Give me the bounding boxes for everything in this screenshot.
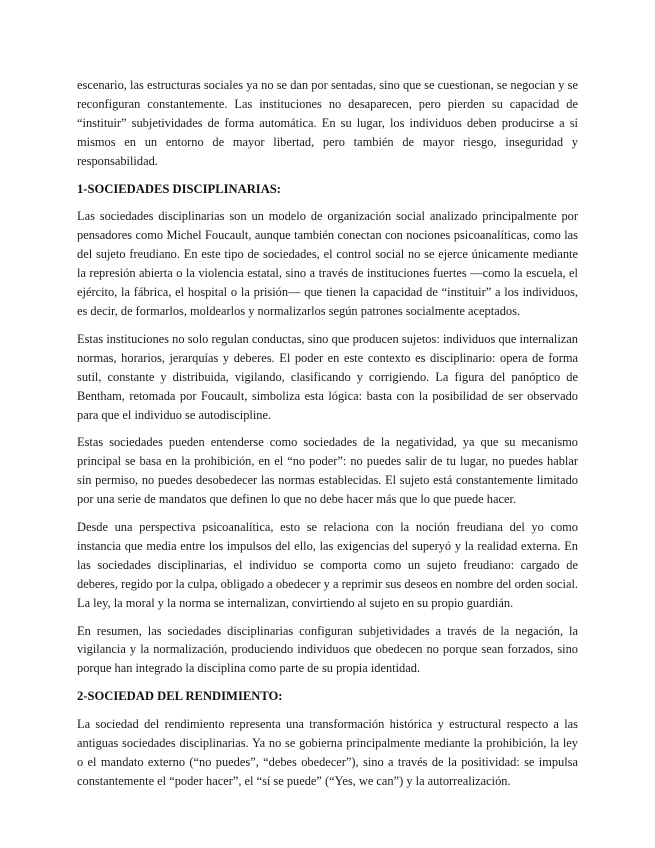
document-page — [77, 76, 578, 800]
intro-paragraph: escenario, las estructuras sociales ya no se dan por sentadas, sino que se cuestionan, se negocian y se reconfiguran constantemente. Las instituciones no desaparecen, pero pierden su capacidad de “instituir” subjetividades de forma automática. En su lugar, los individuos deben producirse a sí mismos en un entorno de mayor libertad, pero también de mayor riesgo, inseguridad y responsabilidad. — [77, 78, 578, 168]
paragraph: En resumen, las sociedades disciplinarias configuran subjetividades a través de la negación, la vigilancia y la normalización, produciendo individuos que obedecen no porque sean forzados, sino porque han integrado la disciplina como parte de su propia identidad. — [77, 623, 578, 676]
section-heading-sociedades-disciplinarias: 1-SOCIEDADES DISCIPLINARIAS: — [77, 181, 281, 196]
paragraph: La sociedad del rendimiento representa una transformación histórica y estructural respecto a las antiguas sociedades disciplinarias. Ya no se gobierna principalmente mediante la prohibición, la ley o el mandato externo (“no puedes”, “debes obedecer”), sino a través de la positividad: se impulsa constantemente el “poder hacer”, el “sí se puede” (“Yes, we can”) y la autorrealización. — [77, 717, 578, 788]
paragraph: Las sociedades disciplinarias son un modelo de organización social analizado principalmente por pensadores como Michel Foucault, aunque también conectan con nociones psicoanalíticas, como las del sujeto freudiano. En este tipo de sociedades, el control social no se ejerce únicamente mediante la represión abierta o la violencia estatal, sino a través de instituciones fuertes —como la escuela, el ejército, la fábrica, el hospital o la prisión— que tienen la capacidad de “instituir” a los individuos, es decir, de formarlos, moldearlos y normalizarlos según patrones socialmente aceptados. — [77, 209, 578, 318]
paragraph: Estas sociedades pueden entenderse como sociedades de la negatividad, ya que su mecanismo principal se basa en la prohibición, en el “no poder”: no puedes salir de tu lugar, no puedes hablar sin permiso, no puedes desobedecer las normas establecidas. El sujeto está constantemente limitado por una serie de mandatos que definen lo que no debe hacer más que lo que puede hacer. — [77, 435, 578, 507]
section-heading-sociedad-del-rendimiento: 2-SOCIEDAD DEL RENDIMIENTO: — [77, 689, 283, 704]
paragraph: Desde una perspectiva psicoanalítica, esto se relaciona con la noción freudiana del yo como instancia que media entre los impulsos del ello, las exigencias del superyó y la realidad externa. En las sociedades disciplinarias, el individuo se comporta como un sujeto freudiano: cargado de deberes, regido por la culpa, obligado a obedecer y a reprimir sus deseos en nombre del orden social. La ley, la moral y la norma se internalizan, convirtiendo al sujeto en su propio guardián. — [77, 520, 578, 610]
paragraph: Estas instituciones no solo regulan conductas, sino que producen sujetos: individuos que internalizan normas, horarios, jerarquías y deberes. El poder en este contexto es disciplinario: opera de forma sutil, constante y distribuida, vigilando, clasificando y corrigiendo. La figura del panóptico de Bentham, retomada por Foucault, simboliza esta lógica: basta con la posibilidad de ser observado para que el individuo se autodiscipline. — [77, 331, 578, 422]
